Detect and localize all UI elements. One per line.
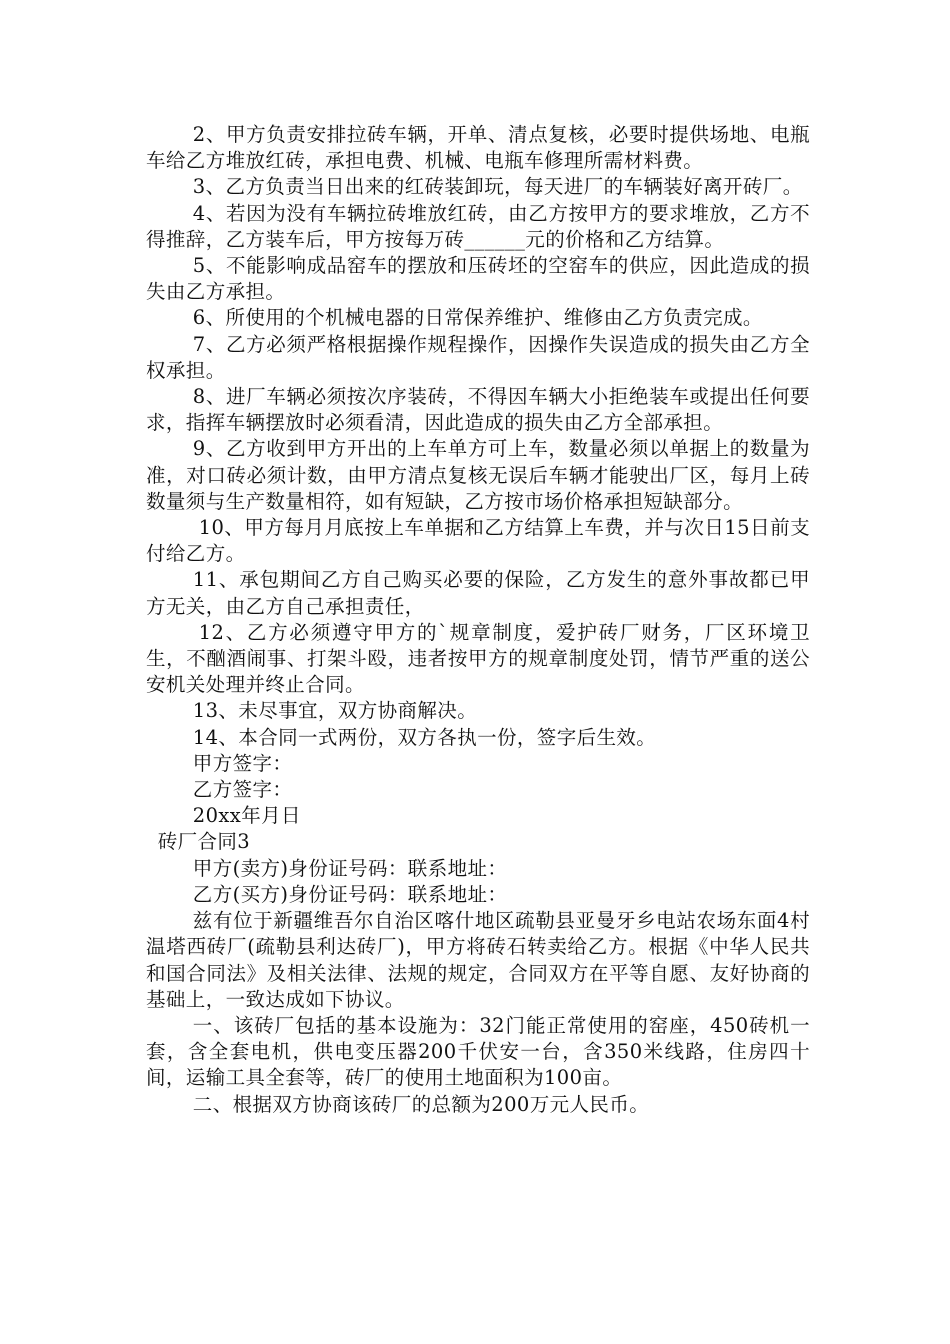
seller-info: 甲方(卖方)身份证号码：联系地址：	[192, 856, 508, 880]
clause-10: 10、甲方每月月底按上车单据和乙方结算上车费，并与次日15日前支付给乙方。	[146, 516, 810, 566]
clause-13: 13、未尽事宜，双方协商解决。	[192, 699, 478, 723]
clause-2: 2、甲方负责安排拉砖车辆，开单、清点复核，必要时提供场地、电瓶车给乙方堆放红砖，承担电费、机械、电瓶车修理所需材料费。	[146, 123, 810, 173]
article-2: 二、根据双方协商该砖厂的总额为200万元人民币。	[192, 1092, 650, 1116]
contract-intro: 兹有位于新疆维吾尔自治区喀什地区疏勒县亚曼牙乡电站农场东面4村温塔西砖厂(疏勒县利达砖厂)，甲方将砖石转卖给乙方。根据《中华人民共和国合同法》及相关法律、法规的规定，合同双方在平等自愿、友好协商的基础上，一致达成如下协议。	[146, 909, 810, 1011]
contract-3-title: 砖厂合同3	[157, 830, 251, 854]
clause-11: 11、承包期间乙方自己购买必要的保险，乙方发生的意外事故都已甲方无关，由乙方自己承担责任，	[146, 568, 810, 618]
party-b-signature: 乙方签字：	[192, 778, 293, 802]
article-1: 一、该砖厂包括的基本设施为：32门能正常使用的窑座，450砖机一套，含全套电机，供电变压器200千伏安一台，含350米线路，住房四十间，运输工具全套等，砖厂的使用土地面积为100亩。	[146, 1013, 810, 1090]
contract-date: 20xx年月日	[192, 804, 301, 828]
clause-8: 8、进厂车辆必须按次序装砖，不得因车辆大小拒绝装车或提出任何要求，指挥车辆摆放时必须看清，因此造成的损失由乙方全部承担。	[146, 385, 810, 435]
clause-9: 9、乙方收到甲方开出的上车单方可上车，数量必须以单据上的数量为准，对口砖必须计数，由甲方清点复核无误后车辆才能驶出厂区，每月上砖数量须与生产数量相符，如有短缺，乙方按市场价格承担短缺部分。	[146, 437, 810, 513]
clause-6: 6、所使用的个机械电器的日常保养维护、维修由乙方负责完成。	[192, 306, 763, 330]
clause-5: 5、不能影响成品窑车的摆放和压砖坯的空窑车的供应，因此造成的损失由乙方承担。	[146, 254, 810, 304]
clause-4: 4、若因为没有车辆拉砖堆放红砖，由乙方按甲方的要求堆放，乙方不得推辞，乙方装车后，甲方按每万砖______元的价格和乙方结算。	[146, 201, 810, 251]
buyer-info: 乙方(买方)身份证号码：联系地址：	[192, 882, 508, 906]
clause-12: 12、乙方必须遵守甲方的`规章制度，爱护砖厂财务，厂区环境卫生，不酗酒闹事、打架斗殴，违者按甲方的规章制度处罚，情节严重的送公安机关处理并终止合同。	[146, 620, 810, 697]
clause-3: 3、乙方负责当日出来的红砖装卸玩，每天进厂的车辆装好离开砖厂。	[192, 175, 803, 199]
clause-14: 14、本合同一式两份，双方各执一份，签字后生效。	[192, 725, 657, 749]
party-a-signature: 甲方签字：	[192, 751, 293, 775]
clause-7: 7、乙方必须严格根据操作规程操作，因操作失误造成的损失由乙方全权承担。	[146, 332, 810, 382]
contract-body	[146, 122, 810, 1118]
